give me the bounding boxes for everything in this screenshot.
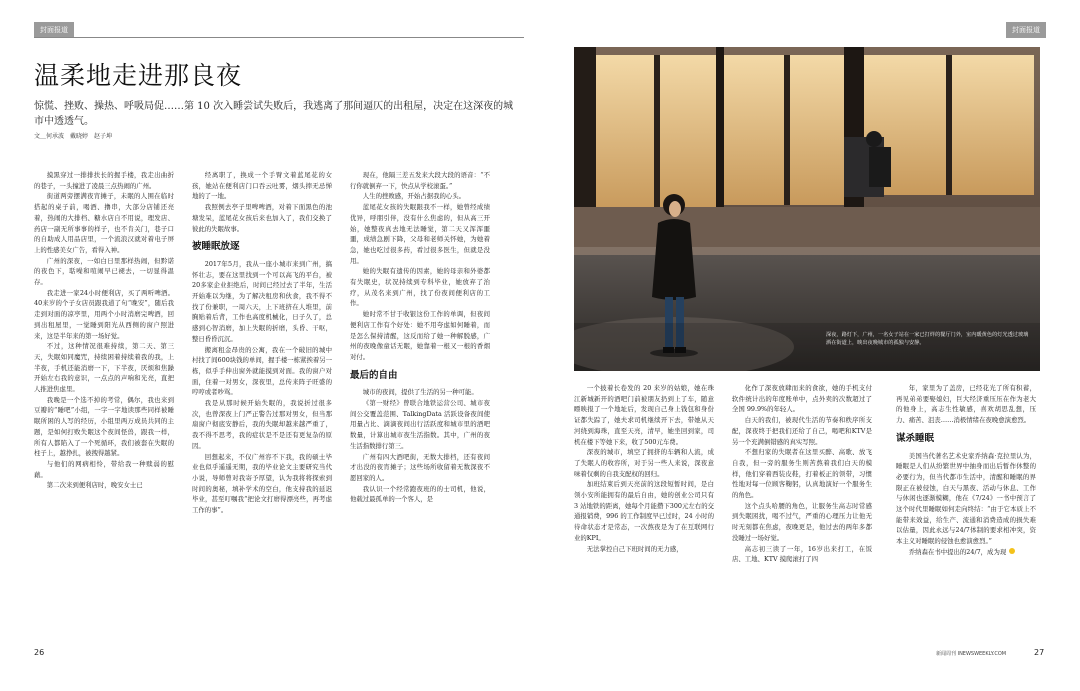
paragraph: 乔纳森在书中提出的24/7，成为现: [896, 547, 1036, 558]
paragraph: 我照例去亭子里啤啤酒，对着下面黑色的池塘发呆，蓝尾花女孩后来也加入了，我们交换了彼此的失眠故事。: [192, 203, 332, 233]
photo-caption: 深夜，路灯下，广州，一名女子站在一家已打烊的餐厅门外，室内暖黄色的灯光透过玻璃洒在街道上，映出夜晚城市的孤独与安静。: [826, 332, 1029, 346]
paragraph: 高志初三读了一年，16岁出来打工，在饭店、工地、KTV 摸爬滚打了四: [732, 544, 872, 564]
section-tab: 封面报道: [34, 22, 74, 38]
text-column-6: [896, 383, 1036, 558]
paragraph: 现在，他隔三差五发来大段大段的语音：“不行你就倒弃一下，快点从学校滚蛋。”: [350, 171, 490, 190]
paragraph: 广州有四大酒吧街，无数大排档，还有夜间才出没的夜宵摊子；这些场所收留着无数深夜不愿回家的人。: [350, 452, 490, 482]
paragraph: 2017年5月，我从一座小城市来到广州，搞怀壮志，要在这里找到一个可以高飞的平台，被20多家企业拒绝后，时间已经过去了半年，生活开始难以为继，为了解决租房和伙食，我不得不找了份兼职，一周六天，上下班挤在人堆里，前胸贴着后背，工作也高度机械化，日子久了，总感到心智消磨，加上失眠的折磨，头昏、干呕，整日昏昏沉沉。: [192, 259, 332, 343]
paragraph: 广州的深夜，一如白日里那样热闹，但黔诺的夜色下，聒噪和喧闹早已褪去，一切显得温存。: [34, 256, 174, 287]
text-column-1: [34, 170, 174, 491]
paragraph: 城市的夜间，提供了生活的另一种可能。: [362, 388, 478, 397]
paragraph: 加班结束后到天亮前的这段短暂时间，是白领小安所能拥有的最后自由，她的创业公司只有 3 站地铁的距离，她每个月能攒下300元左右的交通报销费，996 的工作制度早已过时，24 小时的待命状态才是常态，一次熬夜是为了在互联网行业的KPI。: [574, 480, 714, 542]
text-column-3: [350, 170, 490, 505]
text-column-2: [192, 170, 332, 516]
paragraph: 蓝尾花女孩的失眠跟我不一样，她曾经成绩优异，呼朋引伴，没有什么焦虑的，但从高三开始，她整夜真去地无法睡觉，第二天又浑浑噩噩，成绩急剧下降，父母和老师关怀她，为她着急，她也吃过很多药，看过很多医生，但就是没用。: [350, 203, 490, 265]
paragraph: 与他们的网病相怜，带给我一种赎弱的慰藉。: [34, 459, 174, 479]
paragraph: 美国当代著名艺术史家乔纳森·克拉里认为，睡眠是人们从纷繁世界中抽身而出后暂作休整的必要行为，但当代都市生活中，清醒和睡眠的界限正在被侵蚀，白天与黑夜、活动与休息、工作与休闲也逐渐模糊，他在《7/24》一书中预言了这个时代里睡眠如何走向终结：“由于它本质上不能带来效益，给生产、流通和消费造成的损失难以估量，因此永远与24/7体制的要求相冲突，资本主义对睡眠的侵蚀也愈演愈烈。”: [896, 451, 1036, 546]
night-street-photo: [574, 47, 1040, 371]
text-column-4: [574, 383, 714, 554]
paragraph: 我是从那时候开始失眠的，我说折过很多次，也曾深夜上门严正警告过那对男女，但当那扇窗户彻底安静后，我的失眠却越来越严重了，我不得不思考，我的症状是不是还有更复杂的原因。: [192, 399, 332, 450]
paragraph: 摸黑穿过一排排扶长的握手楼，我走出曲折的巷子，一头撞进了凌晨三点热闹的广州。: [34, 171, 174, 190]
paragraph: 年，家里为了盖房，已经花光了所有积蓄，再见弟弟要娶媳妇，巨大经济重压压在作为老大的他身上，高志生性敏感，喜欢胡思乱想，压力、痛苦、沮丧……消极情绪在夜晚愈演愈烈。: [896, 384, 1036, 425]
paragraph: 街道两旁摆满夜宵摊子，未眠的人围在临时搭起的桌子前，喝酒、撸串，大部分店铺还亮着，热闹的大排档、糖水店自不用说，理发店、药店一副无所事事的样子，也不肯关门，巷子口的自助成人用品店里，一个流浪汉就对着电子屏上的性感美女广告，看得入神。: [34, 192, 174, 254]
paragraph: 回想起来，不仅广州容不下我，我的硕士毕业也似乎遥遥无期，我的毕业论文主要研究当代小说，导师曾对我寄予厚望，认为我将将探索到时间的奥秘，填补学术的空白，他支持我的延迟毕业，甚至叮嘱我“把论文打磨得漂亮些，再考虑工作的事”。: [192, 452, 332, 515]
paragraph: 人生的挫败感，开始占据我的心头。: [362, 192, 466, 201]
paragraph: 不过，这种情况很难持续，第二天、第三天，失眠如同魔咒，持续困着持续着我的我，上半夜，手机还能消磨一下，下半夜，厌烦和焦躁开始左右我的意识，一点点的声响和光亮，直把人推进焦虑里。: [34, 342, 174, 394]
paragraph: 《第一财经》曾联合地铁运营公司、城市夜间公交覆盖范围、TalkingData 活跃设备夜间使用量占比、滴滴夜间出行活跃度和城市里的酒吧数量，计算出城市夜生活指数。其中，广州的夜生活指数排行第三。: [350, 399, 490, 450]
paragraph: 她的失眠有遗传的因素，她的母亲和外婆都有失眠史，状况持续到专科毕业，她放弃了治疗，从茂名来到广州，找了份夜间便利店的工作。: [350, 267, 490, 308]
byline: 文＿何承波 戴晓婷 赵子坤: [34, 133, 113, 140]
header-rule: [34, 37, 524, 38]
text-column-5: [732, 383, 872, 565]
paragraph: 经离职了，换成一个手臂文着蓝尾花的女孩，她站在便利店门口吞云吐雾，烟头摔无忌惮地的了一地。: [192, 171, 332, 201]
paragraph: 这个点头哈腰的角色，让服务生高志时常感到失眠困扰，喝不过气，严重的心理压力让他无时无刻都在焦虑，夜晚更是，他过去的两年多都没睡过一场好觉。: [732, 501, 872, 542]
paragraph: 我晚是一个选不掉的考常，偶尔，我也来到豆瓣的“睡吧”小组，一字一字地读那些同样被睡眠所困的人写的经历，小组里两万成员共同的主题，是如何打败失眠这个夜间怪兽，跟我一样，所有人都陷入了一个死循环，我们被套在失眠的柱子上，越挣扎，被拽得越紧。: [34, 395, 174, 458]
page-number: 27: [1034, 648, 1045, 657]
paragraph: 不想归家的失眠者在这里买醉、高歌、放飞自我，但一旁的服务生则苦熬着我们白天的模样，他们穿着西装皮鞋，打着板正的领带，习惯性地对每一位顾客鞠躬，认真地演好一个服务生的角色。: [732, 448, 872, 500]
article-deck: 惊慌、挫败、操热、呼吸局促……第 10 次入睡尝试失败后，我逃离了那间逼仄的出租屋，决定在这深夜的城市中透透气。: [34, 101, 514, 127]
paragraph: 深夜的城市，填空了拥挤的车辆和人流，成了失眠人的收容所，对于另一些人来说，深夜意味着仅剩的自我支配权的回归。: [574, 448, 714, 478]
paragraph: 她时常不甘于收银这份工作的单调，但夜间便利店工作有个好处：她不用夸虑如何睡着，而是怎么保持清醒，这反而给了她一种解脱感，广州的夜晚像童话无眠，她靠着一根又一根的香烟对付。: [350, 310, 490, 361]
section-heading: 最后的自由: [350, 369, 398, 381]
paragraph: 我走进一家24小时便利店，买了两听啤酒。40来岁的个子女店员跟我道了句“晚安”，随后我走到对面的凉亭里，用两个小时消磨完啤酒，回到出租屋里，一觉睡到阳光从西侧的窗户照进来，这是半年来的第一场好觉。: [34, 288, 174, 340]
section-heading: 谋杀睡眠: [896, 432, 935, 444]
paragraph: 第二次来到便利店时，晚安女士已: [46, 481, 143, 490]
section-tab: 封面报道: [1006, 22, 1046, 38]
paragraph: 我认识一个经常跑夜班的的士司机，他说，他载过最孤单的一个客人，是: [350, 484, 490, 504]
paragraph: 化作了深夜放肆而来的食欲，她的手机支付软件统计出的年度账单中，点外卖的次数超过了全国 99.9%的年轻人。: [732, 384, 872, 414]
paragraph: 白天的我们，被现代生活的节奏和秩序所支配，深夜终于把我们还给了自己，喝吧和KTV是另一个充满倒错感的真实写照。: [732, 416, 872, 446]
magazine-footer: 新闻周刊 INEWSWEEKLY.COM: [936, 651, 1007, 657]
paragraph: 无法掌控自己下班时间的无力感，: [586, 544, 683, 553]
page-number: 26: [34, 648, 45, 657]
feature-photo: [574, 47, 1040, 371]
article-title: 温柔地走进那良夜: [34, 61, 243, 90]
paragraph: 一个披着长卷发的 20 来岁的姑娘，她在珠江新城新开的酒吧门前被朋友扔到上了车，随意瞟映报了一个地址后，发现自己身上钱包和身份证都失踪了，她夫求司机继续开下去，带她从天河绕到海珠，直至天亮，清早，她坐回到家，司机在楼下等她下来，收了500元车费。: [574, 384, 714, 446]
section-heading: 被睡眠放逐: [192, 241, 240, 253]
paragraph: 搬离租金昂贵的公寓，我在一个破旧的城中村找了间600块钱的单间，握手楼一栋紧挨着另一栋，似乎手伸出窗外就能摸到对面。我的窗户对面，住着一对男女，深夜里，总传来阵子旺盛的哼哼或者吵骂。: [192, 345, 333, 397]
continue-dot-icon: [1009, 548, 1015, 554]
